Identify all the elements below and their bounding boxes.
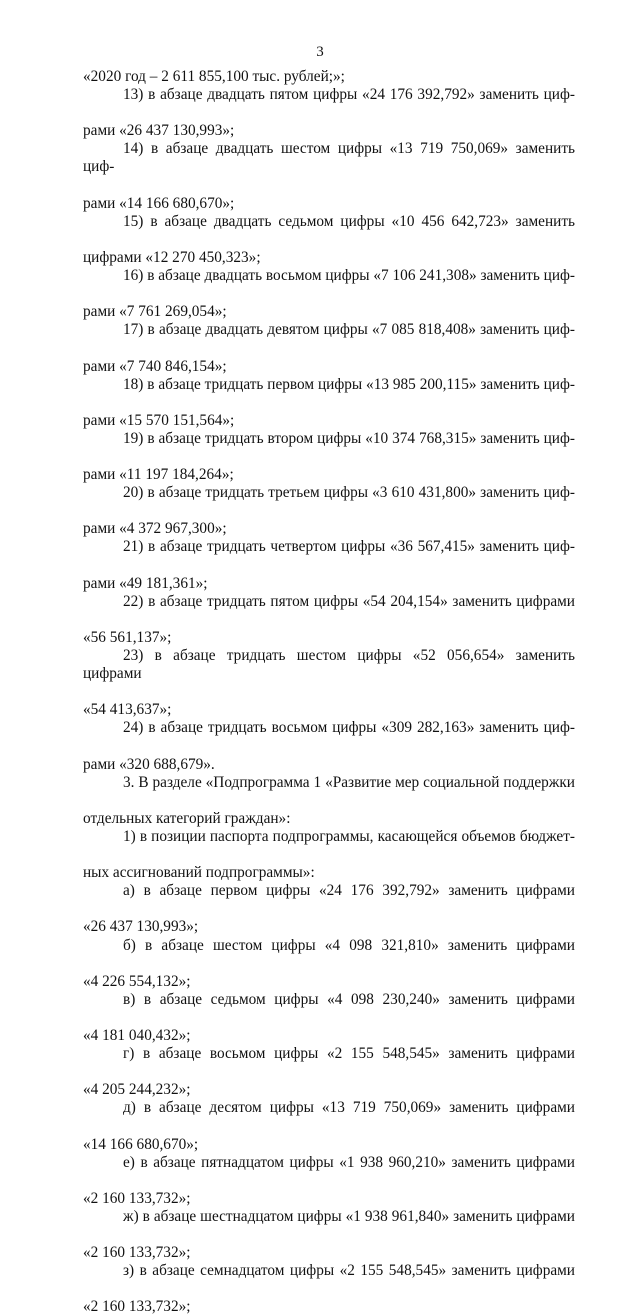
- paragraph: [83, 937, 575, 991]
- paragraph: [83, 828, 575, 882]
- paragraph-line: «4 205 244,232»;: [83, 1081, 191, 1099]
- paragraph-line: в) в абзаце седьмом цифры «4 098 230,240» заменить цифрами: [123, 990, 575, 1008]
- paragraph-line: «2 160 133,732»;: [83, 1244, 191, 1262]
- paragraph-line: «26 437 130,993»;: [83, 918, 199, 936]
- paragraph: [83, 1208, 575, 1262]
- paragraph-line: д) в абзаце десятом цифры «13 719 750,069» заменить цифрами: [123, 1099, 575, 1117]
- paragraph-line: 13) в абзаце двадцать пятом цифры «24 176 392,792» заменить циф-: [123, 86, 575, 104]
- paragraph: [83, 376, 575, 430]
- paragraph-line: 18) в абзаце тридцать первом цифры «13 985 200,115» заменить циф-: [123, 375, 575, 393]
- paragraph-line: «56 561,137»;: [83, 628, 172, 646]
- paragraph: [83, 538, 575, 592]
- paragraph-line: отдельных категорий граждан»:: [83, 809, 291, 827]
- paragraph-line: 14) в абзаце двадцать шестом цифры «13 719 750,069» заменить циф-: [83, 140, 575, 176]
- paragraph-line: «14 166 680,670»;: [83, 1135, 199, 1153]
- paragraph-line: 17) в абзаце двадцать девятом цифры «7 085 818,408» заменить циф-: [123, 321, 575, 339]
- paragraph: [83, 593, 575, 647]
- paragraph-line: «4 181 040,432»;: [83, 1026, 191, 1044]
- paragraph: [83, 774, 575, 828]
- paragraph: [83, 647, 575, 719]
- paragraph-line: 1) в позиции паспорта подпрограммы, касающейся объемов бюджет-: [123, 827, 575, 845]
- paragraph-line: рами «7 740 846,154»;: [83, 357, 227, 375]
- paragraph-line: г) в абзаце восьмом цифры «2 155 548,545» заменить цифрами: [123, 1045, 575, 1063]
- paragraph: [83, 991, 575, 1045]
- paragraph-line: 23) в абзаце тридцать шестом цифры «52 056,654» заменить цифрами: [83, 647, 575, 683]
- paragraph-line: 21) в абзаце тридцать четвертом цифры «36 567,415» заменить циф-: [123, 538, 575, 556]
- paragraph-line: 3. В разделе «Подпрограмма 1 «Развитие мер социальной поддержки: [123, 773, 575, 791]
- paragraph-line: а) в абзаце первом цифры «24 176 392,792» заменить цифрами: [123, 882, 575, 900]
- paragraph-line: цифрами «12 270 450,323»;: [83, 248, 261, 266]
- paragraph-line: 15) в абзаце двадцать седьмом цифры «10 456 642,723» заменить: [123, 212, 575, 230]
- paragraph-line: ных ассигнований подпрограммы»:: [83, 864, 315, 882]
- paragraph: [83, 1154, 575, 1208]
- paragraph-line: рами «49 181,361»;: [83, 574, 208, 592]
- paragraph-line: 16) в абзаце двадцать восьмом цифры «7 106 241,308» заменить циф-: [123, 267, 576, 285]
- paragraph-line: 19) в абзаце тридцать втором цифры «10 374 768,315» заменить циф-: [123, 429, 575, 447]
- paragraph-line: «54 413,637»;: [83, 701, 172, 719]
- paragraph: [83, 68, 575, 86]
- paragraph: [83, 1099, 575, 1153]
- paragraph-line: «4 226 554,132»;: [83, 972, 191, 990]
- paragraph-line: «2020 год – 2 611 855,100 тыс. рублей;»;: [83, 68, 345, 85]
- paragraph: [83, 321, 575, 375]
- paragraph: [83, 86, 575, 140]
- paragraph: [83, 1262, 575, 1316]
- paragraph-line: «2 160 133,732»;: [83, 1189, 191, 1207]
- paragraph-line: рами «15 570 151,564»;: [83, 411, 235, 429]
- paragraph: [83, 1045, 575, 1099]
- paragraph: [83, 267, 575, 321]
- paragraph-line: рами «14 166 680,670»;: [83, 194, 235, 212]
- page-number: 3: [316, 44, 324, 60]
- paragraph: [83, 484, 575, 538]
- paragraph-line: 20) в абзаце тридцать третьем цифры «3 610 431,800» заменить циф-: [123, 484, 575, 502]
- paragraph: [83, 140, 575, 212]
- paragraph: [83, 430, 575, 484]
- paragraph-line: рами «7 761 269,054»;: [83, 303, 227, 321]
- paragraph-line: е) в абзаце пятнадцатом цифры «1 938 960,210» заменить цифрами: [123, 1153, 575, 1171]
- paragraph-line: б) в абзаце шестом цифры «4 098 321,810» заменить цифрами: [123, 936, 575, 954]
- paragraph: [83, 213, 575, 267]
- paragraph-line: рами «4 372 967,300»;: [83, 520, 227, 538]
- paragraph-line: з) в абзаце семнадцатом цифры «2 155 548,545» заменить цифрами: [123, 1262, 575, 1280]
- paragraph: [83, 882, 575, 936]
- paragraph-line: рами «26 437 130,993»;: [83, 122, 235, 140]
- paragraph-line: «2 160 133,732»;: [83, 1298, 191, 1316]
- paragraph-line: рами «320 688,679».: [83, 755, 215, 773]
- paragraph-line: ж) в абзаце шестнадцатом цифры «1 938 961,840» заменить цифрами: [123, 1207, 575, 1225]
- document-body: [83, 68, 575, 1316]
- paragraph-line: рами «11 197 184,264»;: [83, 466, 234, 484]
- paragraph-line: 24) в абзаце тридцать восьмом цифры «309 282,163» заменить циф-: [123, 719, 575, 737]
- paragraph: [83, 719, 575, 773]
- paragraph-line: 22) в абзаце тридцать пятом цифры «54 204,154» заменить цифрами: [123, 592, 575, 610]
